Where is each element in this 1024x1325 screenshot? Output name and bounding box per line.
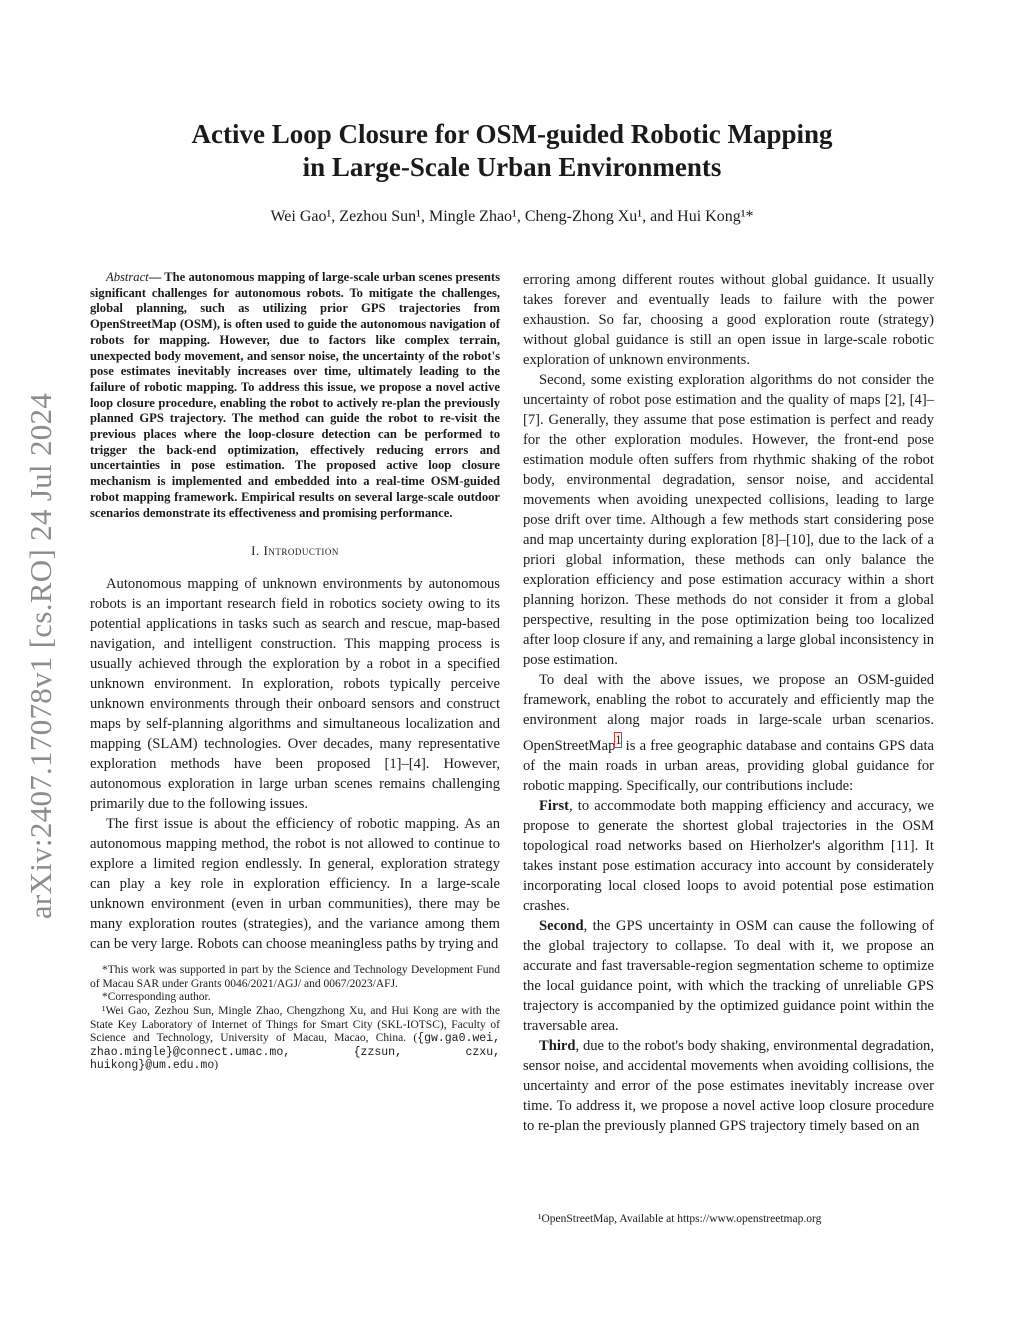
affiliation-footnote [90, 1005, 500, 1073]
paper-title [100, 118, 924, 184]
title-line-1: Active Loop Closure for OSM-guided Robotic Mapping [191, 119, 833, 149]
intro-paragraph: Autonomous mapping of unknown environments by autonomous robots is an important research field in robotics society owing to its potential applications in tasks such as search and rescue, map-based navigation, and intelligent construction. This mapping process is usually achieved through the exploration by a robot in a specified unknown environment. In exploration, robots typically perceive unknown environments through their onboard sensors and construct maps by self-planning algorithms and simultaneous localization and mapping (SLAM) technologies. Over decades, many representative exploration methods have been proposed [1]–[4]. However, autonomous exploration in large urban scenes remains challenging primarily due to the following issues. [90, 576, 500, 813]
contribution-text: , due to the robot's body shaking, environmental degradation, sensor noise, and accidental movements when avoiding collisions, the uncertainty and error of the pose estimates inevitably increase over time. To address it, we propose a novel active loop closure procedure to re-plan the previously planned GPS trajectory timely based on an [523, 1037, 934, 1134]
arxiv-identifier: arXiv:2407.17078v1 [cs.RO] 24 Jul 2024 [23, 392, 58, 920]
abstract-label: Abstract [106, 270, 149, 284]
left-column [90, 270, 500, 1073]
abstract [90, 270, 500, 521]
author-emails: {gw.ga0.wei, zhao.mingle}@connect.umac.mo, {zzsun, czxu, huikong}@um.edu.mo [90, 1032, 500, 1073]
contribution-item [523, 1036, 934, 1136]
affiliation-close: ) [214, 1059, 219, 1072]
intro-paragraph: The first issue is about the efficiency of robotic mapping. As an autonomous mapping method, the robot is not allowed to continue to explore a limited region endlessly. In general, exploration strategy can play a key role in exploration efficiency. In a large-scale unknown environment (even in urban communities), there may be many exploration routes (strategies), and the variance among them can be very large. Robots can choose meaningless paths by trying and [90, 816, 500, 953]
right-column [523, 270, 934, 1136]
contribution-item [523, 916, 934, 1036]
affiliation-text: ¹Wei Gao, Zezhou Sun, Mingle Zhao, Chengzhong Xu, and Hui Kong are with the State Key Laboratory of Internet of Things for Smart City (SKL-IOTSC), Faculty of Science and Technology, University of Macau, Macao, China. ( [90, 1005, 500, 1045]
corresponding-footnote: *Corresponding author. [102, 991, 211, 1004]
contribution-label: Second [539, 917, 584, 934]
footnote-separator [90, 954, 500, 964]
funding-footnote: *This work was supported in part by the Science and Technology Development Fund of Macau SAR under Grants 0046/2021/AGJ/ and 0067/2023/AFJ. [90, 964, 500, 990]
contribution-label: First [539, 797, 569, 814]
body-paragraph [523, 670, 934, 796]
contribution-text: , to accommodate both mapping efficiency and accuracy, we propose to generate the shortest global trajectories in the OSM topological road networks based on Hierholzer's algorithm [11]. It takes instant pose estimation accuracy into account by considerately incorporating local closed loops to avoid potential pose estimation crashes. [523, 797, 934, 914]
section-heading: I. Introduction [251, 543, 339, 559]
abstract-text: — The autonomous mapping of large-scale urban scenes presents significant challenges for autonomous robots. To mitigate the challenges, global planning, such as utilizing prior GPS trajectories from OpenStreetMap (OSM), is often used to guide the autonomous navigation of robots for mapping. However, due to factors like complex terrain, unexpected body movement, and sensor noise, the uncertainty of the robot's pose estimates inevitably increases over time, ultimately leading to the failure of robotic mapping. To address this issue, we propose a novel active loop closure procedure, enabling the robot to actively re-plan the previously planned GPS trajectory. The method can guide the robot to re-visit the previous places where the loop-closure detection can be performed to trigger the back-end optimization, effectively reducing errors and uncertainties in pose estimation. The proposed active loop closure mechanism is implemented and embedded into a real-time OSM-guided robot mapping framework. Empirical results on several large-scale outdoor scenarios demonstrate its effectiveness and promising performance. [90, 270, 500, 520]
body-paragraph: Second, some existing exploration algorithms do not consider the uncertainty of robot pose estimation and the quality of maps [2], [4]–[7]. Generally, they assume that pose estimation is perfect and ready for the other exploration modules. However, the front-end pose estimation module often suffers from rhythmic shaking of the robot body, environmental degradation, sensor noise, and accidental movements when avoiding unexpected collisions, leading to large pose drift over time. Although a few methods start considering pose and map uncertainty during exploration [8]–[10], due to the lack of a priori global information, these methods can only balance the exploration efficiency and pose estimation accuracy within a short planning horizon. These methods do not consider it from a global perspective, resulting in the pose optimization being too localized after loop closure if any, and remaining a large global inconsistency in pose estimation. [523, 372, 934, 668]
body-text: To deal with the above issues, we propose an OSM-guided framework, enabling the robot to accurately and efficiently map the environment along major roads in large-scale urban scenarios. OpenStreetMap [523, 672, 934, 754]
title-line-2: in Large-Scale Urban Environments [302, 152, 722, 182]
body-text: is a free geographic database and contains GPS data of the main roads in urban areas, providing global guidance for robotic mapping. Specifically, our contributions include: [523, 737, 934, 794]
body-paragraph: erroring among different routes without global guidance. It usually takes forever and eventually leads to failure with the power exhaustion. So far, choosing a good exploration route (strategy) without global guidance is still an open issue in large-scale robotic exploration of unknown environments. [523, 272, 934, 368]
contribution-item [523, 796, 934, 916]
contribution-text: , the GPS uncertainty in OSM can cause the following of the global trajectory to collapse. To deal with it, we propose an accurate and fast traversable-region segmentation scheme to optimize the local guidance point, with which the tracking of unreliable GPS trajectory is accompanied by the optimized guidance point within the traversable area. [523, 917, 934, 1034]
arxiv-sidebar [4, 366, 78, 946]
osm-footnote: ¹OpenStreetMap, Available at https://www.openstreetmap.org [538, 1213, 822, 1225]
contribution-label: Third [539, 1037, 576, 1054]
footnote-ref-link[interactable]: 1 [615, 733, 622, 747]
author-list: Wei Gao¹, Zezhou Sun¹, Mingle Zhao¹, Cheng-Zhong Xu¹, and Hui Kong¹* [270, 208, 754, 225]
